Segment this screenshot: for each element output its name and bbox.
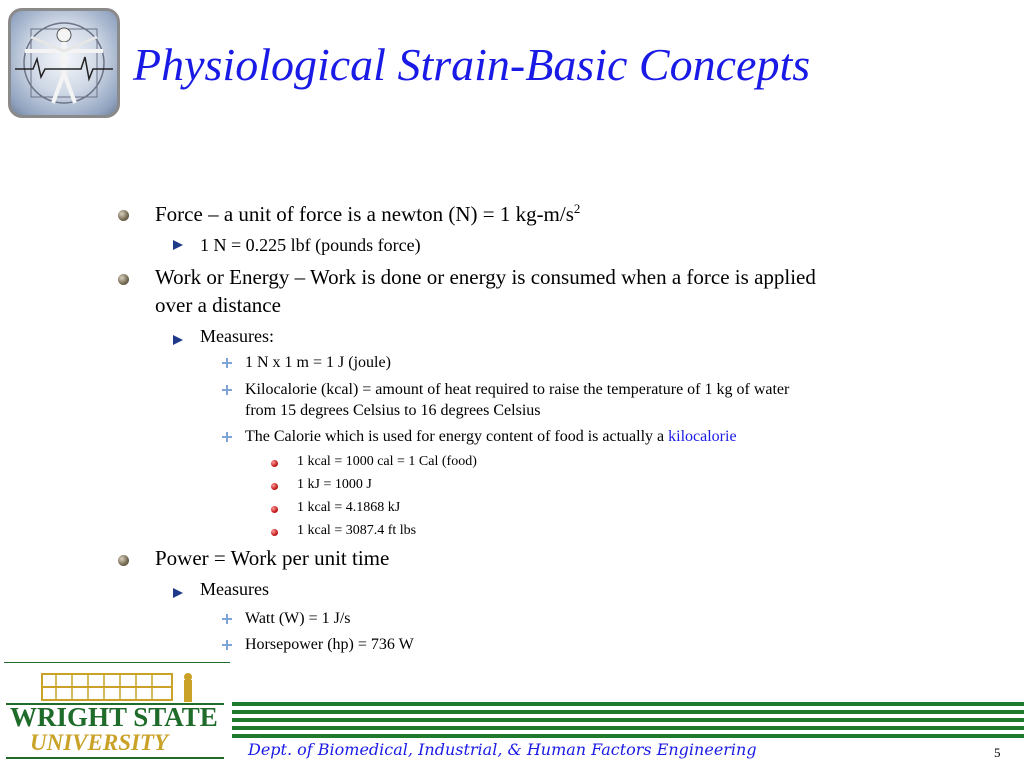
- bullet-work-line1: Work or Energy – Work is done or energy is consumed when a force is applied: [155, 265, 816, 289]
- force-superscript: 2: [573, 201, 581, 216]
- conversion-item: 1 kcal = 3087.4 ft lbs: [297, 523, 417, 538]
- logo-line1: WRIGHT STATE: [10, 702, 218, 732]
- bullet-work-measures: Measures:: [200, 326, 274, 346]
- red-dot-bullet-icon: [271, 506, 278, 513]
- red-dot-bullet-icon: [271, 483, 278, 490]
- footer-stripe: [232, 726, 1024, 730]
- bullet-joule: 1 N x 1 m = 1 J (joule): [245, 354, 391, 371]
- arrow-bullet-icon: [172, 587, 184, 599]
- page-number: 5: [994, 745, 1001, 760]
- bullet-kcal-line2: from 15 degrees Celsius to 16 degrees Celsius: [245, 402, 541, 419]
- bullet-power: Power = Work per unit time: [155, 546, 390, 570]
- footer-department: Dept. of Biomedical, Industrial, & Human Factors Engineering: [248, 740, 757, 759]
- bullet-calorie: [245, 428, 737, 446]
- arrow-bullet-icon: [172, 239, 184, 251]
- footer-stripe: [232, 710, 1024, 714]
- bullet-force: [155, 201, 580, 227]
- vitruvian-logo: [8, 8, 120, 118]
- footer-stripe: [232, 734, 1024, 738]
- cross-bullet-icon: [222, 385, 232, 395]
- conversion-item: 1 kJ = 1000 J: [297, 477, 372, 492]
- footer-stripe: [232, 702, 1024, 706]
- bullet-ball-icon: [118, 555, 129, 566]
- cross-bullet-icon: [222, 432, 232, 442]
- cross-bullet-icon: [222, 640, 232, 650]
- force-text: Force – a unit of force is a newton (N) = 1 kg-m/s: [155, 202, 574, 226]
- wright-state-university-logo: [6, 664, 224, 764]
- bullet-horsepower: Horsepower (hp) = 736 W: [245, 636, 414, 653]
- bullet-power-measures: Measures: [200, 579, 269, 599]
- logo-line2: UNIVERSITY: [30, 730, 169, 755]
- cross-bullet-icon: [222, 614, 232, 624]
- bullet-ball-icon: [118, 274, 129, 285]
- slide-title: Physiological Strain-Basic Concepts: [133, 39, 811, 90]
- bullet-work-line2: over a distance: [155, 293, 281, 317]
- kilocalorie-term: kilocalorie: [668, 428, 737, 445]
- bullet-newton-conversion: 1 N = 0.225 lbf (pounds force): [200, 235, 421, 255]
- conversion-item: 1 kcal = 1000 cal = 1 Cal (food): [297, 454, 477, 469]
- red-dot-bullet-icon: [271, 529, 278, 536]
- bullet-ball-icon: [118, 210, 129, 221]
- arrow-bullet-icon: [172, 334, 184, 346]
- conversion-item: 1 kcal = 4.1868 kJ: [297, 500, 401, 515]
- bullet-watt: Watt (W) = 1 J/s: [245, 610, 351, 627]
- footer-stripe: [232, 718, 1024, 722]
- footer-divider-line: [4, 662, 230, 663]
- cross-bullet-icon: [222, 358, 232, 368]
- bullet-kcal-line1: Kilocalorie (kcal) = amount of heat required to raise the temperature of 1 kg of water: [245, 381, 790, 398]
- calorie-text: The Calorie which is used for energy content of food is actually a: [245, 428, 665, 445]
- vitruvian-man-icon: [11, 11, 117, 115]
- red-dot-bullet-icon: [271, 460, 278, 467]
